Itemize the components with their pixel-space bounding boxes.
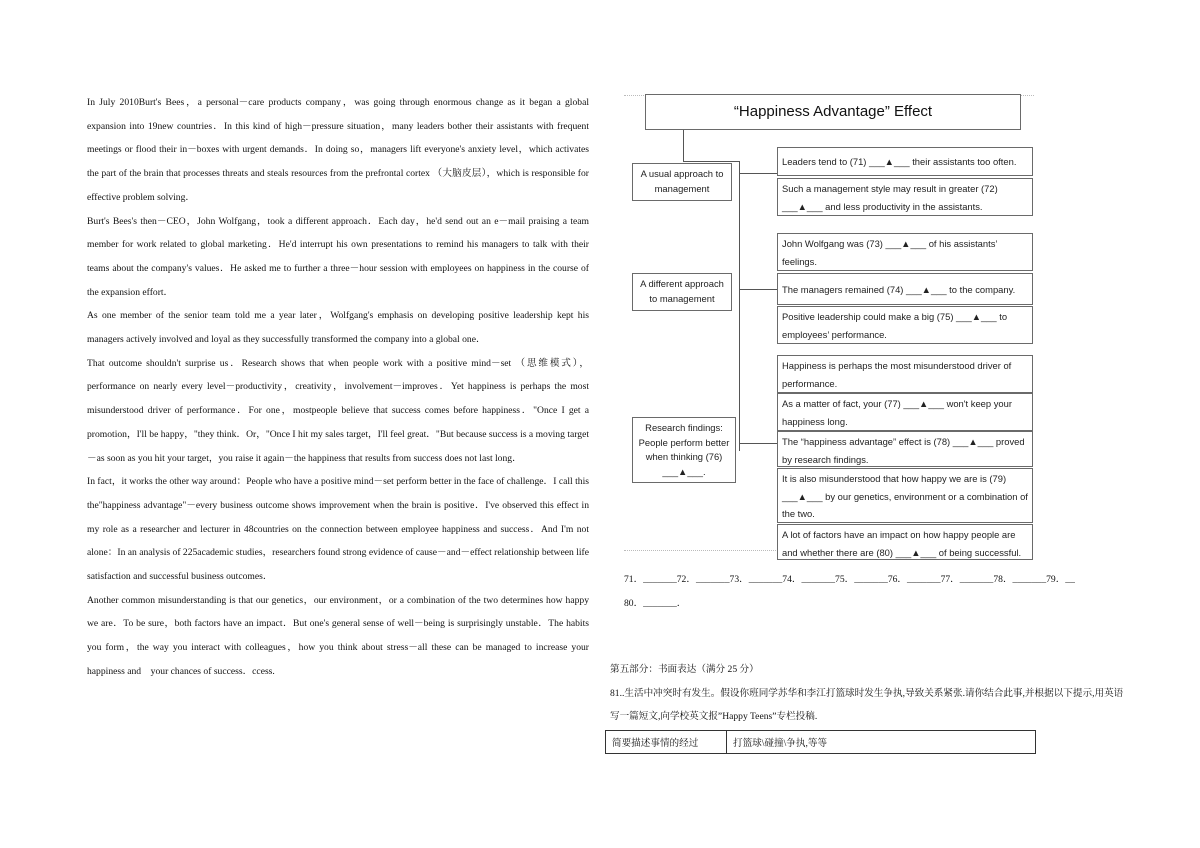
- category-research-findings: Research findings: People perform better when thinking (76) ___▲___.: [632, 417, 736, 483]
- table-row: [606, 731, 1036, 754]
- item-79: It is also misunderstood that how happy we are is (79) ___▲___ by our genetics, environment or a combination of the two.: [777, 468, 1033, 523]
- diagram-title: “Happiness Advantage” Effect: [645, 94, 1021, 130]
- finding-misunderstood-driver: Happiness is perhaps the most misunderstood driver of performance.: [777, 355, 1033, 393]
- connector-line: [739, 161, 740, 271]
- table-content-cell: 打篮球\碰撞\争执,等等: [727, 731, 1036, 754]
- passage-paragraph: In fact，it works the other way around：People who have a positive mind－set perform better in the face of challenge．I call this the"happiness advantage"－every business outcome shows improvement when the brain is positive．I've observed this effect in my role as a researcher and lecturer in 48countries on the connection between employee happiness and success．And I'm not alone：In an analysis of 225academic studies，researchers found strong evidence of cause－and－effect relationship between life satisfaction and successful business outcomes．: [87, 476, 589, 583]
- passage-paragraph: Burt's Bees's then－CEO，John Wolfgang，took a different approach．Each day，he'd send out an e－mail praising a team member for work related to global marketing．He'd interrupt his own presentations to remind his managers to talk with their teams about the company's values．He asked me to further a three－hour session with employees on happiness in the course of the expansion effort．: [87, 215, 589, 298]
- item-74: The managers remained (74) ___▲___ to the company.: [777, 273, 1033, 305]
- dotted-divider: [624, 550, 800, 551]
- item-78: The “happiness advantage” effect is (78) ___▲___ proved by research findings.: [777, 431, 1033, 467]
- connector-line: [683, 161, 740, 162]
- writing-section: [610, 658, 1130, 729]
- answer-line: 71．_______72．_______73．_______74．_______75．_______76．_______77．_______78．_______79．__: [624, 574, 1075, 585]
- table-label-cell: 简要描述事情的经过: [606, 731, 727, 754]
- writing-prompt: 81..生活中冲突时有发生。假设你班同学苏华和李江打篮球时发生争执,导致关系紧张.请你结合此事,并根据以下提示,用英语写一篇短文,向学校英文报”Happy Teens”专栏投稿.: [610, 687, 1124, 722]
- item-73: John Wolfgang was (73) ___▲___ of his assistants’ feelings.: [777, 233, 1033, 271]
- connector-line: [683, 130, 684, 162]
- connector-line: [739, 173, 777, 174]
- connector-line: [739, 443, 777, 444]
- item-72: Such a management style may result in greater (72) ___▲___ and less productivity in the assistants.: [777, 178, 1033, 216]
- item-80: A lot of factors have an impact on how happy people are and whether there are (80) ___▲___ of being successful.: [777, 524, 1033, 560]
- item-77: As a matter of fact, your (77) ___▲___ won't keep your happiness long.: [777, 393, 1033, 431]
- connector-line: [739, 271, 740, 451]
- passage-paragraph: In July 2010Burt's Bees，a personal－care products company，was going through enormous change as it began a global expansion into 19new countries．In this kind of high－pressure situation，many leaders bother their assistants with frequent meetings or flood their in－boxes with urgent demands．In doing so，managers lift everyone's anxiety level，which activates the part of the brain that processes threats and steals resources from the prefrontal cortex （大脑皮层），which is responsible for effective problem solving．: [87, 97, 589, 203]
- category-different-approach: A different approach to management: [632, 273, 732, 311]
- writing-hint-table: [605, 730, 1036, 754]
- answer-line: 80．_______．: [624, 597, 687, 609]
- section-title: 第五部分：书面表达（满分 25 分）: [610, 664, 759, 675]
- reading-passage: [87, 91, 589, 684]
- item-71: Leaders tend to (71) ___▲___ their assistants too often.: [777, 147, 1033, 176]
- item-75: Positive leadership could make a big (75) ___▲___ to employees’ performance.: [777, 306, 1033, 344]
- answer-blanks: [624, 568, 1134, 615]
- passage-paragraph: As one member of the senior team told me a year later，Wolfgang's emphasis on developing positive leadership kept his managers actively involved and loyal as they successfully transformed the company into a global one．: [87, 310, 589, 346]
- category-usual-approach: A usual approach to management: [632, 163, 732, 201]
- happiness-advantage-diagram: [624, 91, 1034, 559]
- connector-line: [739, 289, 777, 290]
- passage-paragraph: That outcome shouldn't surprise us．Research shows that when people work with a positive mind－set （思维模式），performance on nearly every level－productivity，creativity，involvement－improves．Yet happiness is perhaps the most misunderstood driver of performance．For one，mostpeople believe that success comes before happiness．"Once I get a promotion，I'll be happy，"they think．Or，"Once I hit my sales target，I'll feel great．"But because success is a moving target－as soon as you hit your target，you raise it again－the happiness that results from success does not last long．: [87, 357, 589, 464]
- passage-paragraph: Another common misunderstanding is that our genetics，our environment，or a combination of the two determines how happy we are．To be sure，both factors have an impact．But one's general sense of well－being is surprisingly unstable．The habits you form，the way you interact with colleagues，how you think about stress－all these can be managed to increase your happiness and your chances of success．ccess.: [87, 594, 589, 677]
